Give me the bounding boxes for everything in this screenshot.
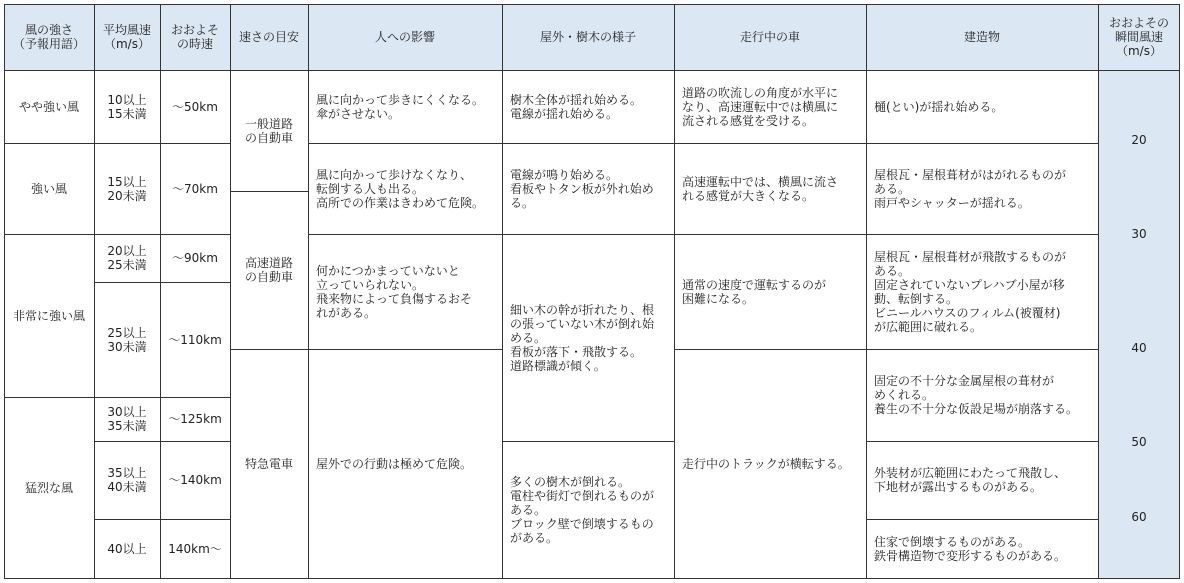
border-top (4, 4, 1180, 5)
header-speed-guide: 速さの目安 (238, 30, 299, 44)
buildings-row5: 固定の不十分な金属屋根の葺材が めくれる。 養生の不十分な仮設足場が崩落する。 (874, 374, 1079, 416)
guide-highway-car: 高速道路 の自動車 (244, 256, 293, 284)
row-sep (4, 397, 230, 398)
strength-very-strong: 非常に強い風 (12, 308, 85, 323)
outdoor-row1: 樹木全体が揺れ始める。 電線が揺れ始める。 (510, 92, 643, 121)
row-sep (866, 441, 1098, 442)
row-sep (4, 234, 230, 235)
gust-label-30: 30 (1131, 227, 1147, 241)
people-row1: 風に向かって歩きにくくなる。 傘がさせない。 (316, 92, 485, 121)
avg-speed-row7: 40以上 (107, 542, 147, 556)
header-average-speed: 平均風速 （m/s） (102, 23, 151, 51)
row-sep (230, 349, 502, 350)
cars-row5: 走行中のトラックが横転する。 (682, 457, 850, 471)
people-row2: 風に向かって歩けなくなり、 転倒する人も出る。 高所での作業はきわめて危険。 (316, 167, 485, 210)
cars-row1: 道路の吹流しの角度が水平に なり、高速運転中では横風に 流される感覚を受ける。 (682, 85, 839, 128)
gust-label-50: 50 (1131, 435, 1147, 449)
header-moving-cars: 走行中の車 (739, 30, 800, 44)
border-left (4, 4, 5, 579)
row-sep (866, 519, 1098, 520)
buildings-row1: 樋(とい)が揺れ始める。 (874, 99, 1004, 114)
strength-strong: 強い風 (30, 181, 67, 196)
header-bottom (4, 70, 1180, 71)
avg-speed-row3: 20以上 25未満 (107, 244, 147, 272)
header-approx-kmh: おおよそ の時速 (170, 23, 219, 51)
kmh-row6: ～140km (168, 473, 222, 487)
outdoor-row2: 電線が鳴り始める。 看板やトタン板が外れ始め る。 (510, 167, 654, 210)
buildings-row6: 外装材が広範囲にわたって飛散し、 下地材が露出するものがある。 (874, 466, 1067, 494)
cars-row2: 高速運転中では、横風に流さ れる感覚が大きくなる。 (682, 174, 839, 203)
col-sep (308, 4, 309, 579)
gust-label-60: 60 (1131, 510, 1147, 524)
row-sep (308, 143, 1098, 144)
guide-express-train: 特急電車 (244, 457, 293, 471)
avg-speed-row2: 15以上 20未満 (107, 174, 147, 203)
buildings-row3: 屋根瓦・屋根葺材が飛散するものが ある。 固定されていないプレハブ小屋が移 動、転倒する。 ビニールハウスのフィルム(被覆材) が広範囲に破れる。 (874, 249, 1067, 334)
row-sep (674, 349, 1098, 350)
avg-speed-row1: 10以上 15未満 (107, 92, 147, 121)
row-sep (94, 441, 230, 442)
border-right (1179, 4, 1180, 579)
col-sep (1098, 4, 1099, 579)
row-sep (94, 282, 230, 283)
strength-violent: 猛烈な風 (24, 481, 73, 495)
col-sep (160, 4, 161, 579)
outdoor-row6: 多くの樹木が倒れる。 電柱や街灯で倒れるものが ある。 ブロック壁で倒壊するもの がある。 (510, 475, 655, 545)
buildings-row2: 屋根瓦・屋根葺材がはがれるものが ある。 雨戸やシャッターが揺れる。 (874, 167, 1067, 210)
avg-speed-row6: 35以上 40未満 (107, 466, 147, 494)
col-sep (230, 4, 231, 579)
row-sep (308, 234, 1098, 235)
header-people-impact: 人への影響 (374, 30, 435, 44)
wind-scale-table (4, 4, 1180, 579)
kmh-row3: ～90km (172, 251, 218, 265)
row-sep (502, 441, 674, 442)
kmh-row2: ～70km (172, 181, 218, 196)
header-outdoor-trees: 屋外・樹木の様子 (539, 30, 636, 44)
header-gust-speed: おおよその 瞬間風速 （m/s） (1108, 16, 1169, 58)
header-strength: 風の強さ （予報用語） (12, 23, 85, 51)
col-sep (502, 4, 503, 579)
kmh-row1: ～50km (172, 99, 218, 114)
buildings-row7: 住家で倒壊するものがある。 鉄骨構造物で変形するものがある。 (874, 535, 1067, 563)
header-buildings: 建造物 (963, 30, 1000, 44)
people-row3: 何かにつかまっていないと 立っていられない。 飛来物によって負傷するおそ れがある。 (316, 263, 473, 320)
row-sep (230, 191, 308, 192)
gust-label-20: 20 (1131, 133, 1147, 147)
kmh-row5: ～125km (168, 412, 222, 426)
people-row5: 屋外での行動は極めて危険。 (316, 457, 473, 471)
kmh-row4: ～110km (168, 332, 222, 347)
guide-general-road-car: 一般道路 の自動車 (244, 116, 293, 145)
strength-slightly-strong: やや強い風 (18, 99, 79, 114)
col-sep (674, 4, 675, 579)
cars-row3: 通常の速度で運転するのが 困難になる。 (682, 277, 827, 306)
kmh-row7: 140km～ (168, 542, 222, 556)
row-sep (94, 519, 230, 520)
col-sep (94, 4, 95, 579)
col-sep (866, 4, 867, 579)
outdoor-row3: 細い木の幹が折れたり、根 の張っていない木が倒れ始 める。 看板が落下・飛散する。 道路標識が傾く。 (510, 302, 655, 373)
row-sep (4, 143, 230, 144)
avg-speed-row4: 25以上 30未満 (107, 325, 147, 354)
avg-speed-row5: 30以上 35未満 (107, 405, 147, 433)
gust-label-40: 40 (1131, 341, 1147, 355)
border-bottom (4, 578, 1180, 579)
